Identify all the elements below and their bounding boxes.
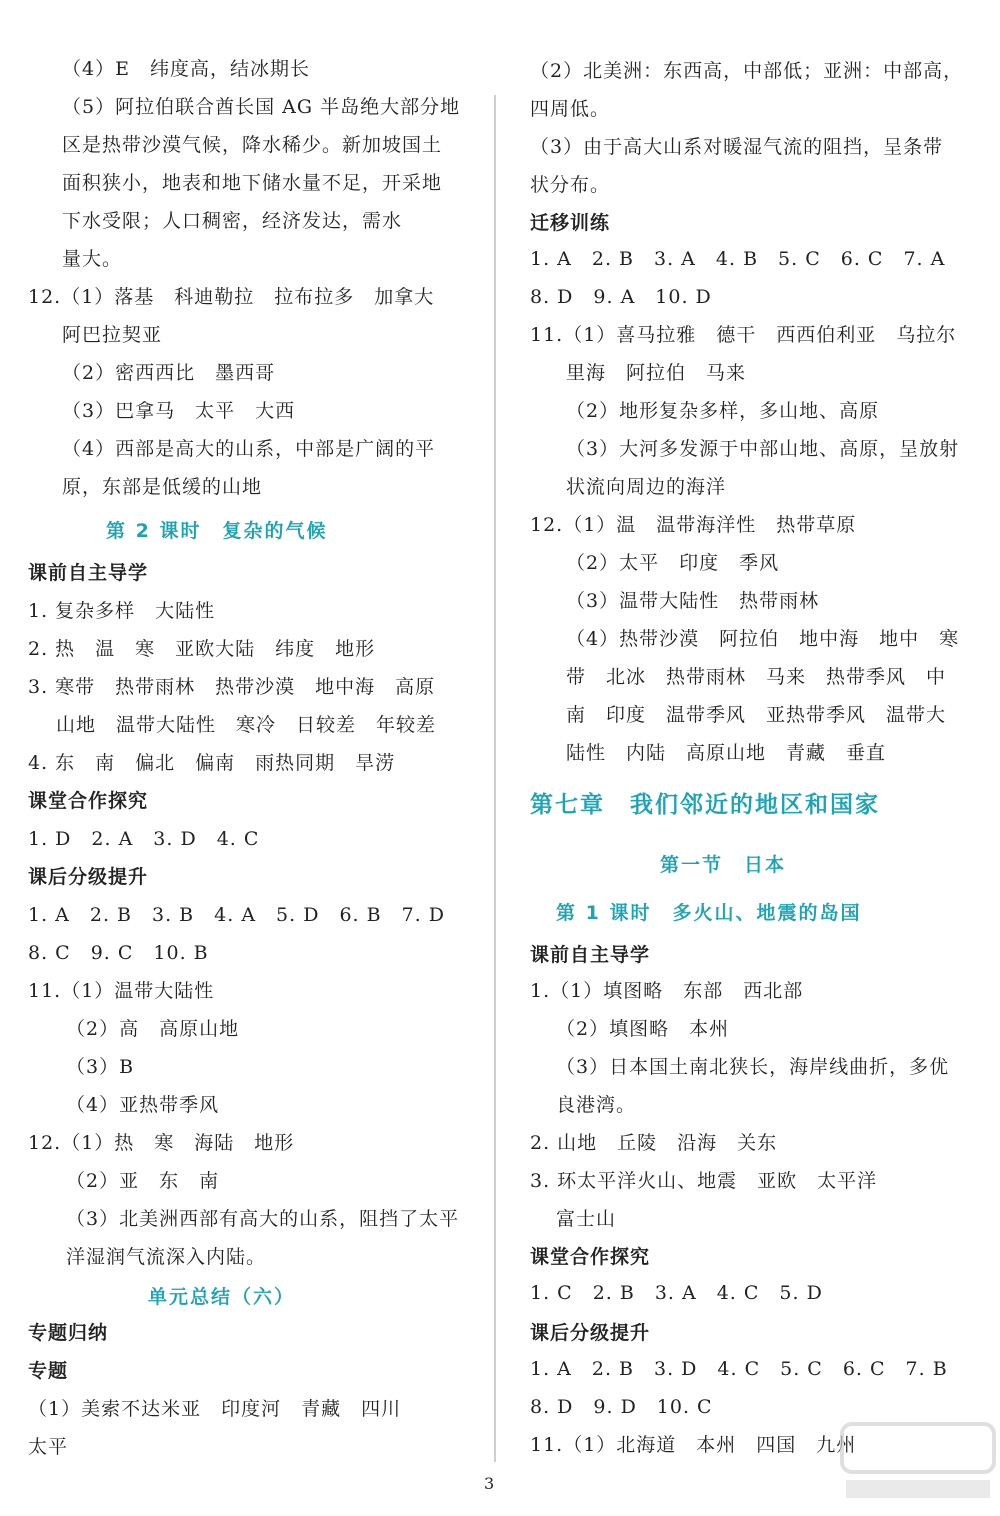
answer-line: 11.（1）喜马拉雅 德干 西西伯利亚 乌拉尔 — [530, 324, 957, 346]
answer-line: 8. D 9. D 10. C — [530, 1396, 713, 1418]
section-heading: 课堂合作探究 — [530, 1246, 651, 1268]
answer-line: 3. 寒带 热带雨林 热带沙漠 地中海 高原 — [28, 676, 436, 698]
answer-line: 面积狭小，地表和地下储水量不足，开采地 — [62, 172, 443, 194]
answer-line: 1. A 2. B 3. D 4. C 5. C 6. C 7. B — [530, 1358, 948, 1380]
answer-line: 状流向周边的海洋 — [566, 476, 727, 498]
answer-line: （3）B — [66, 1056, 135, 1078]
answer-line: （2）填图略 本州 — [556, 1018, 730, 1040]
answer-line: 1.（1）填图略 东部 西北部 — [530, 980, 804, 1002]
answer-line: 阿巴拉契亚 — [62, 324, 163, 346]
answer-line: 12.（1）落基 科迪勒拉 拉布拉多 加拿大 — [28, 286, 435, 308]
answer-line: 四周低。 — [530, 98, 611, 120]
answer-line: 带 北冰 热带雨林 马来 热带季风 中 — [566, 666, 947, 688]
answer-line: 状分布。 — [530, 174, 611, 196]
section-heading: 课前自主导学 — [530, 944, 651, 966]
answer-line: 3. 环太平洋火山、地震 亚欧 太平洋 — [530, 1170, 878, 1192]
chapter-heading: 第七章 我们邻近的地区和国家 — [530, 792, 880, 818]
answer-line: 洋湿润气流深入内陆。 — [66, 1246, 267, 1268]
answer-line: （2）亚 东 南 — [66, 1170, 220, 1192]
answer-line: 区是热带沙漠气候，降水稀少。新加坡国土 — [62, 134, 443, 156]
answer-line: （5）阿拉伯联合酋长国 AG 半岛绝大部分地 — [62, 96, 461, 118]
answer-line: （3）日本国土南北狭长，海岸线曲折，多优 — [556, 1056, 950, 1078]
answer-line: 里海 阿拉伯 马来 — [566, 362, 747, 384]
answer-line: 陆性 内陆 高原山地 青藏 垂直 — [566, 742, 887, 764]
answer-line: （2）太平 印度 季风 — [566, 552, 780, 574]
answer-line: （4）亚热带季风 — [66, 1094, 220, 1116]
answer-line: （1）美索不达米亚 印度河 青藏 四川 — [28, 1398, 402, 1420]
answer-line: 11.（1）温带大陆性 — [28, 980, 215, 1002]
answer-line: （3）北美洲西部有高大的山系，阻挡了太平 — [66, 1208, 460, 1230]
lesson-heading: 第 1 课时 多火山、地震的岛国 — [556, 902, 862, 924]
answer-line: 良港湾。 — [556, 1094, 637, 1116]
answer-line: 山地 温带大陆性 寒冷 日较差 年较差 — [56, 714, 437, 736]
answer-line: （3）巴拿马 太平 大西 — [62, 400, 296, 422]
watermark-logo — [838, 1418, 998, 1516]
section-heading: 课前自主导学 — [28, 562, 149, 584]
answer-line: 8. C 9. C 10. B — [28, 942, 209, 964]
answer-line: （2）密西西比 墨西哥 — [62, 362, 276, 384]
answer-line: 2. 热 温 寒 亚欧大陆 纬度 地形 — [28, 638, 376, 660]
answer-line: 量大。 — [62, 248, 123, 270]
column-divider — [494, 95, 496, 1462]
answer-line: （2）北美洲：东西高，中部低；亚洲：中部高， — [530, 60, 964, 82]
answer-line: （3）温带大陆性 热带雨林 — [566, 590, 820, 612]
answer-line: （2）地形复杂多样，多山地、高原 — [566, 400, 880, 422]
section-heading: 课堂合作探究 — [28, 790, 149, 812]
section-heading: 专题归纳 — [28, 1322, 109, 1344]
answer-line: 12.（1）温 温带海洋性 热带草原 — [530, 514, 857, 536]
answer-line: 富士山 — [556, 1208, 617, 1230]
answer-line: （3）由于高大山系对暖湿气流的阻挡，呈条带 — [530, 136, 944, 158]
answer-line: （4）西部是高大的山系，中部是广阔的平 — [62, 438, 436, 460]
answer-line: 1. C 2. B 3. A 4. C 5. D — [530, 1282, 823, 1304]
answer-line: （3）大河多发源于中部山地、高原，呈放射 — [566, 438, 960, 460]
answer-line: （4）热带沙漠 阿拉伯 地中海 地中 寒 — [566, 628, 960, 650]
answer-line: 1. A 2. B 3. A 4. B 5. C 6. C 7. A — [530, 248, 946, 270]
answer-line: 1. D 2. A 3. D 4. C — [28, 828, 260, 850]
section-heading: 专题 — [28, 1360, 69, 1382]
answer-line: 4. 东 南 偏北 偏南 雨热同期 旱涝 — [28, 752, 396, 774]
answer-line: 2. 山地 丘陵 沿海 关东 — [530, 1132, 778, 1154]
answer-line: 南 印度 温带季风 亚热带季风 温带大 — [566, 704, 947, 726]
unit-summary-heading: 单元总结（六） — [148, 1286, 296, 1308]
section-heading: 课后分级提升 — [530, 1322, 651, 1344]
answer-line: 太平 — [28, 1436, 69, 1458]
answer-line: 8. D 9. A 10. D — [530, 286, 712, 308]
answer-line: （2）高 高原山地 — [66, 1018, 240, 1040]
answer-line: 12.（1）热 寒 海陆 地形 — [28, 1132, 295, 1154]
section-heading: 迁移训练 — [530, 212, 611, 234]
answer-line: 11.（1）北海道 本州 四国 九州 — [530, 1434, 857, 1456]
section-heading: 课后分级提升 — [28, 866, 149, 888]
answer-line: 下水受限；人口稠密，经济发达，需水 — [62, 210, 403, 232]
section-title: 第一节 日本 — [660, 854, 787, 876]
lesson-heading: 第 2 课时 复杂的气候 — [106, 520, 328, 542]
answer-line: （4）E 纬度高，结冰期长 — [62, 58, 310, 80]
page-number: 3 — [484, 1474, 495, 1493]
answer-line: 1. A 2. B 3. B 4. A 5. D 6. B 7. D — [28, 904, 445, 926]
answer-line: 1. 复杂多样 大陆性 — [28, 600, 216, 622]
answer-line: 原，东部是低缓的山地 — [62, 476, 263, 498]
